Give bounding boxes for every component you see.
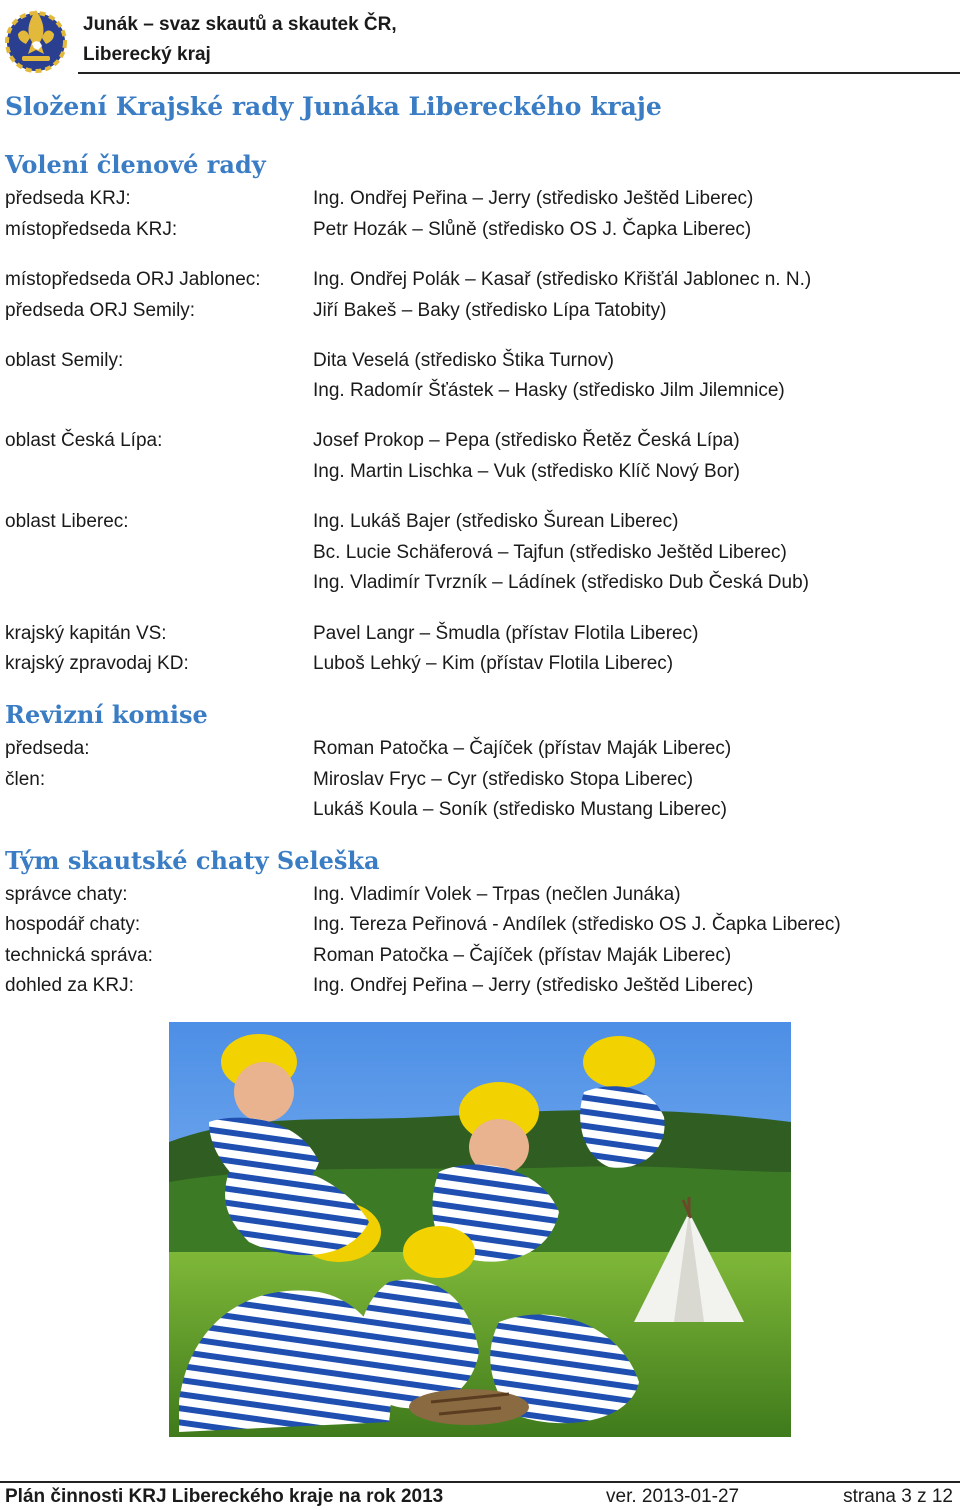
member-name: Ing. Ondřej Polák – Kasař (středisko Křišťál Jablonec n. N.) xyxy=(313,269,812,290)
cottage-row xyxy=(0,911,960,939)
member-name: Ing. Vladimír Tvrzník – Ládínek (středisko Dub Česká Dub) xyxy=(313,572,809,593)
council-row xyxy=(0,347,960,375)
council-row xyxy=(0,185,960,213)
scout-lily-emblem-icon xyxy=(4,4,68,76)
role-label: oblast Česká Lípa: xyxy=(5,430,163,451)
role-label: hospodář chaty: xyxy=(5,914,141,935)
role-label: místopředseda ORJ Jablonec: xyxy=(5,269,261,290)
council-row xyxy=(0,569,960,597)
role-label: oblast Semily: xyxy=(5,350,124,371)
member-name: Bc. Lucie Schäferová – Tajfun (středisko Ještěd Liberec) xyxy=(313,542,787,563)
council-row xyxy=(0,458,960,486)
page-title: Složení Krajské rady Junáka Libereckého kraje xyxy=(5,92,662,121)
org-line-1: Junák – svaz skautů a skautek ČR, xyxy=(83,14,397,35)
footer-divider xyxy=(0,1481,960,1483)
audit-row xyxy=(0,766,960,794)
member-name: Jiří Bakeš – Baky (středisko Lípa Tatobity) xyxy=(313,300,667,321)
council-row xyxy=(0,620,960,648)
role-label: oblast Liberec: xyxy=(5,511,129,532)
council-row xyxy=(0,427,960,455)
section-heading-cottage: Tým skautské chaty Seleška xyxy=(5,846,380,875)
section-heading-audit: Revizní komise xyxy=(5,700,208,729)
cottage-row xyxy=(0,942,960,970)
section-heading-council: Volení členové rady xyxy=(5,150,266,179)
scouts-photo xyxy=(169,1022,791,1437)
member-name: Josef Prokop – Pepa (středisko Řetěz Česká Lípa) xyxy=(313,430,740,451)
member-name: Ing. Vladimír Volek – Trpas (nečlen Junáka) xyxy=(313,884,681,905)
member-name: Lukáš Koula – Soník (středisko Mustang Liberec) xyxy=(313,799,727,820)
audit-row xyxy=(0,735,960,763)
role-label: dohled za KRJ: xyxy=(5,975,134,996)
member-name: Luboš Lehký – Kim (přístav Flotila Liberec) xyxy=(313,653,674,674)
council-row xyxy=(0,539,960,567)
council-row xyxy=(0,377,960,405)
role-label: předseda ORJ Semily: xyxy=(5,300,196,321)
member-name: Dita Veselá (středisko Štika Turnov) xyxy=(313,350,614,371)
footer-doc-title: Plán činnosti KRJ Libereckého kraje na rok 2013 xyxy=(5,1486,444,1507)
page-footer xyxy=(0,1484,960,1510)
scouts-photo-icon xyxy=(169,1022,791,1437)
council-row xyxy=(0,650,960,678)
member-name: Ing. Martin Lischka – Vuk (středisko Klíč Nový Bor) xyxy=(313,461,740,482)
role-label: krajský zpravodaj KD: xyxy=(5,653,189,674)
council-row xyxy=(0,266,960,294)
member-name: Miroslav Fryc – Cyr (středisko Stopa Liberec) xyxy=(313,769,694,790)
cottage-row xyxy=(0,881,960,909)
member-name: Ing. Tereza Peřinová - Andílek (středisko OS J. Čapka Liberec) xyxy=(313,914,841,935)
council-row xyxy=(0,216,960,244)
member-name: Ing. Radomír Šťástek – Hasky (středisko Jilm Jilemnice) xyxy=(313,380,785,401)
role-label: předseda KRJ: xyxy=(5,188,131,209)
org-line-2: Liberecký kraj xyxy=(83,44,211,65)
role-label: člen: xyxy=(5,769,46,790)
footer-version: ver. 2013-01-27 xyxy=(606,1486,740,1507)
role-label: předseda: xyxy=(5,738,90,759)
role-label: krajský kapitán VS: xyxy=(5,623,167,644)
member-name: Petr Hozák – Slůně (středisko OS J. Čapka Liberec) xyxy=(313,219,752,240)
footer-page-number: strana 3 z 12 xyxy=(843,1486,953,1507)
header-divider xyxy=(78,72,960,74)
member-name: Ing. Lukáš Bajer (středisko Šurean Liberec) xyxy=(313,511,679,532)
role-label: správce chaty: xyxy=(5,884,128,905)
role-label: místopředseda KRJ: xyxy=(5,219,178,240)
member-name: Roman Patočka – Čajíček (přístav Maják Liberec) xyxy=(313,738,732,759)
page-header xyxy=(0,0,960,80)
organization-name xyxy=(83,10,397,70)
role-label: technická správa: xyxy=(5,945,153,966)
member-name: Ing. Ondřej Peřina – Jerry (středisko Ještěd Liberec) xyxy=(313,188,754,209)
council-row xyxy=(0,297,960,325)
member-name: Roman Patočka – Čajíček (přístav Maják Liberec) xyxy=(313,945,732,966)
council-row xyxy=(0,508,960,536)
member-name: Ing. Ondřej Peřina – Jerry (středisko Ještěd Liberec) xyxy=(313,975,754,996)
member-name: Pavel Langr – Šmudla (přístav Flotila Liberec) xyxy=(313,623,699,644)
cottage-row xyxy=(0,972,960,1000)
audit-row xyxy=(0,796,960,824)
